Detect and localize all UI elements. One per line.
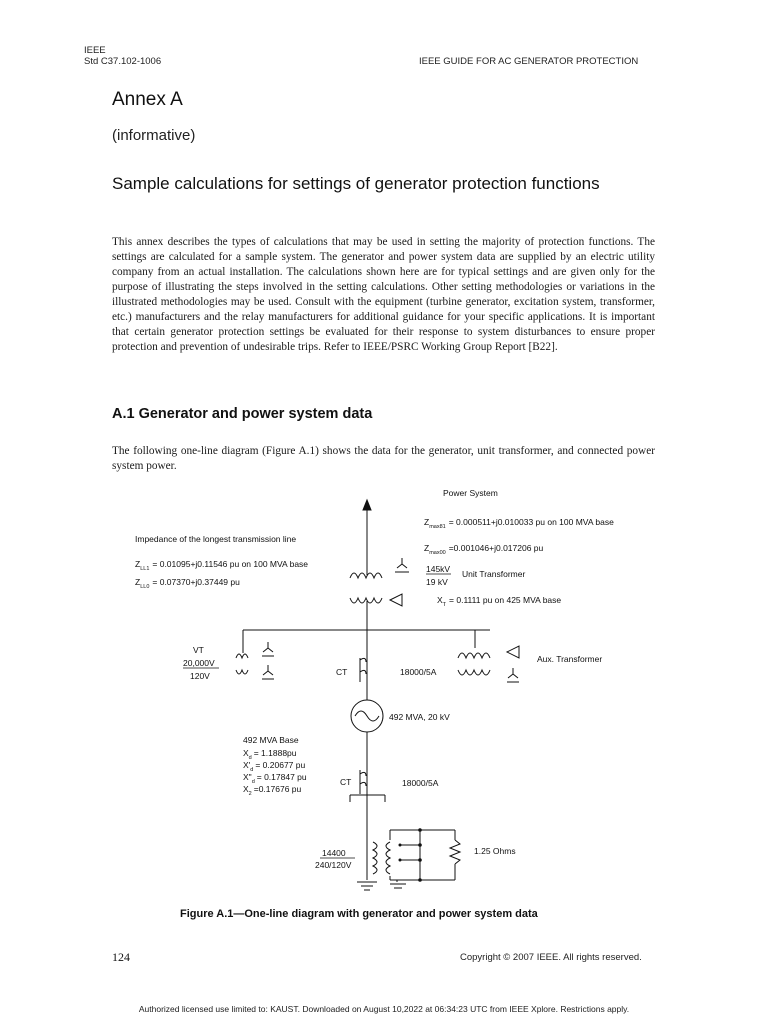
system-arrow: [363, 500, 371, 510]
vt-secondary-coil: [236, 670, 248, 674]
one-line-diagram: [0, 480, 768, 900]
delta-icon: [390, 594, 402, 606]
resistor-icon: [450, 840, 460, 864]
vt-label: VT: [193, 645, 204, 655]
unit-transformer-primary-coil: [350, 573, 382, 578]
annex-title: Annex A: [112, 89, 183, 110]
license-notice: Authorized licensed use limited to: KAUST. Downloaded on August 10,2022 at 06:34:23 UTC from IEEE Xplore. Restrictions apply.: [138, 1004, 630, 1014]
grounding-transformer-hv: 14400: [322, 848, 346, 858]
aux-wye-ground-icon: [507, 668, 519, 682]
ct1-ratio: 18000/5A: [400, 667, 437, 677]
sine-icon: [355, 711, 379, 721]
intro-paragraph: This annex describes the types of calculations that may be used in setting the majority of protection functions. The settings are calculated for a sample system. The generator and power system data are supplied by an electric utility company from an actual installation. The calculations shown here are for typical settings and are given only for the purpose of illustrating the steps involved in the setting calculations. Other setting methodologies or variations in the illustrated methodologies may be used. Consult with the equipment (turbine generator, excitation system, transformer, etc.) manufacturers and the relay manufacturers for additional guidance for your specific applications. It is important that certain generator protection settings be evaluated for their response to system disturbances to ensure proper protection and prevention of undesirable trips. Refer to IEEE/PSRC Working Group Report [B22].: [112, 236, 655, 353]
svg-text:ZLL1= 0.01095+j0.11546 pu on 1: $Z_{LL1} = 0.01095+j0.11546$ pu on 100 MVA base: [135, 559, 309, 572]
generator-base: 492 MVA Base: [243, 735, 299, 745]
vt-wye-ground-icon: [262, 665, 274, 679]
aux-transformer-label: Aux. Transformer: [537, 654, 603, 664]
header-guide: IEEE GUIDE FOR AC GENERATOR PROTECTION: [419, 56, 639, 67]
svg-text:X'd= 0.20677 pu: $X'_d = 0.20677$ pu: [243, 760, 306, 773]
vt-lv: 120V: [190, 671, 210, 681]
aux-primary-coil: [458, 653, 490, 658]
vt-wye-icon: [262, 642, 274, 656]
svg-text:XT= 0.1111 pu on 425 MVA base: $X_T = 0.1111$ pu on 425 MVA base: [437, 595, 562, 608]
svg-text:Xd= 1.1888pu: $X_d = 1.1888pu$: [243, 748, 297, 761]
unit-transformer-hv: 145kV: [426, 564, 451, 574]
svg-text:Zmax00=0.001046+j0.017206 pu: $Z_{max00} =0.001046+j0.017206$ pu: [424, 543, 544, 556]
ct2-ratio: 18000/5A: [402, 778, 439, 788]
power-system-label: Power System: [443, 488, 498, 498]
unit-transformer-lv: 19 kV: [426, 577, 448, 587]
section-title: A.1 Generator and power system data: [112, 406, 373, 422]
figure-caption: Figure A.1—One-line diagram with generator and power system data: [180, 908, 538, 920]
copyright: Copyright © 2007 IEEE. All rights reserved.: [460, 952, 642, 963]
ct2-label: CT: [340, 777, 352, 787]
wye-ground-icon: [395, 558, 409, 572]
vt-hv: 20,000V: [183, 658, 215, 668]
svg-text:X2=0.17676 pu: $X_2 =0.17676$ pu: [243, 784, 302, 797]
unit-transformer-label: Unit Transformer: [462, 569, 526, 579]
grounding-transformer-primary: [373, 842, 377, 874]
aux-secondary-coil: [458, 670, 490, 675]
section-paragraph: The following one-line diagram (Figure A.1) shows the data for the generator, unit transformer, and connected power system power.: [112, 445, 655, 472]
header-org: IEEE: [84, 45, 106, 56]
annex-type: (informative): [112, 127, 196, 144]
svg-text:ZLL0= 0.07370+j0.37449 pu: $Z_{LL0} = 0.07370+j0.37449$ pu: [135, 577, 240, 590]
grounding-transformer-lv: 240/120V: [315, 860, 352, 870]
svg-text:X"d= 0.17847 pu: $X"_d = 0.17847$ pu: [243, 772, 307, 785]
ct1-label: CT: [336, 667, 348, 677]
ct1-icon: [360, 658, 366, 674]
unit-transformer-secondary-coil: [350, 598, 382, 603]
generator-rating: 492 MVA, 20 kV: [389, 712, 450, 722]
vt-primary-coil: [236, 654, 248, 658]
resistor-label: 1.25 Ohms: [474, 846, 516, 856]
svg-text:Zmax81= 0.000511+j0.010033 pu: $Z_{max81} = 0.000511+j0.010033$ pu on 100 MVA base: [424, 517, 614, 530]
grounding-transformer-secondary: [386, 842, 390, 874]
page-number: 124: [112, 950, 130, 964]
aux-delta-icon: [507, 646, 519, 658]
header-std: Std C37.102-1006: [84, 56, 162, 67]
annex-heading: Sample calculations for settings of generator protection functions: [112, 174, 600, 193]
line-impedance-title: Impedance of the longest transmission line: [135, 534, 297, 544]
